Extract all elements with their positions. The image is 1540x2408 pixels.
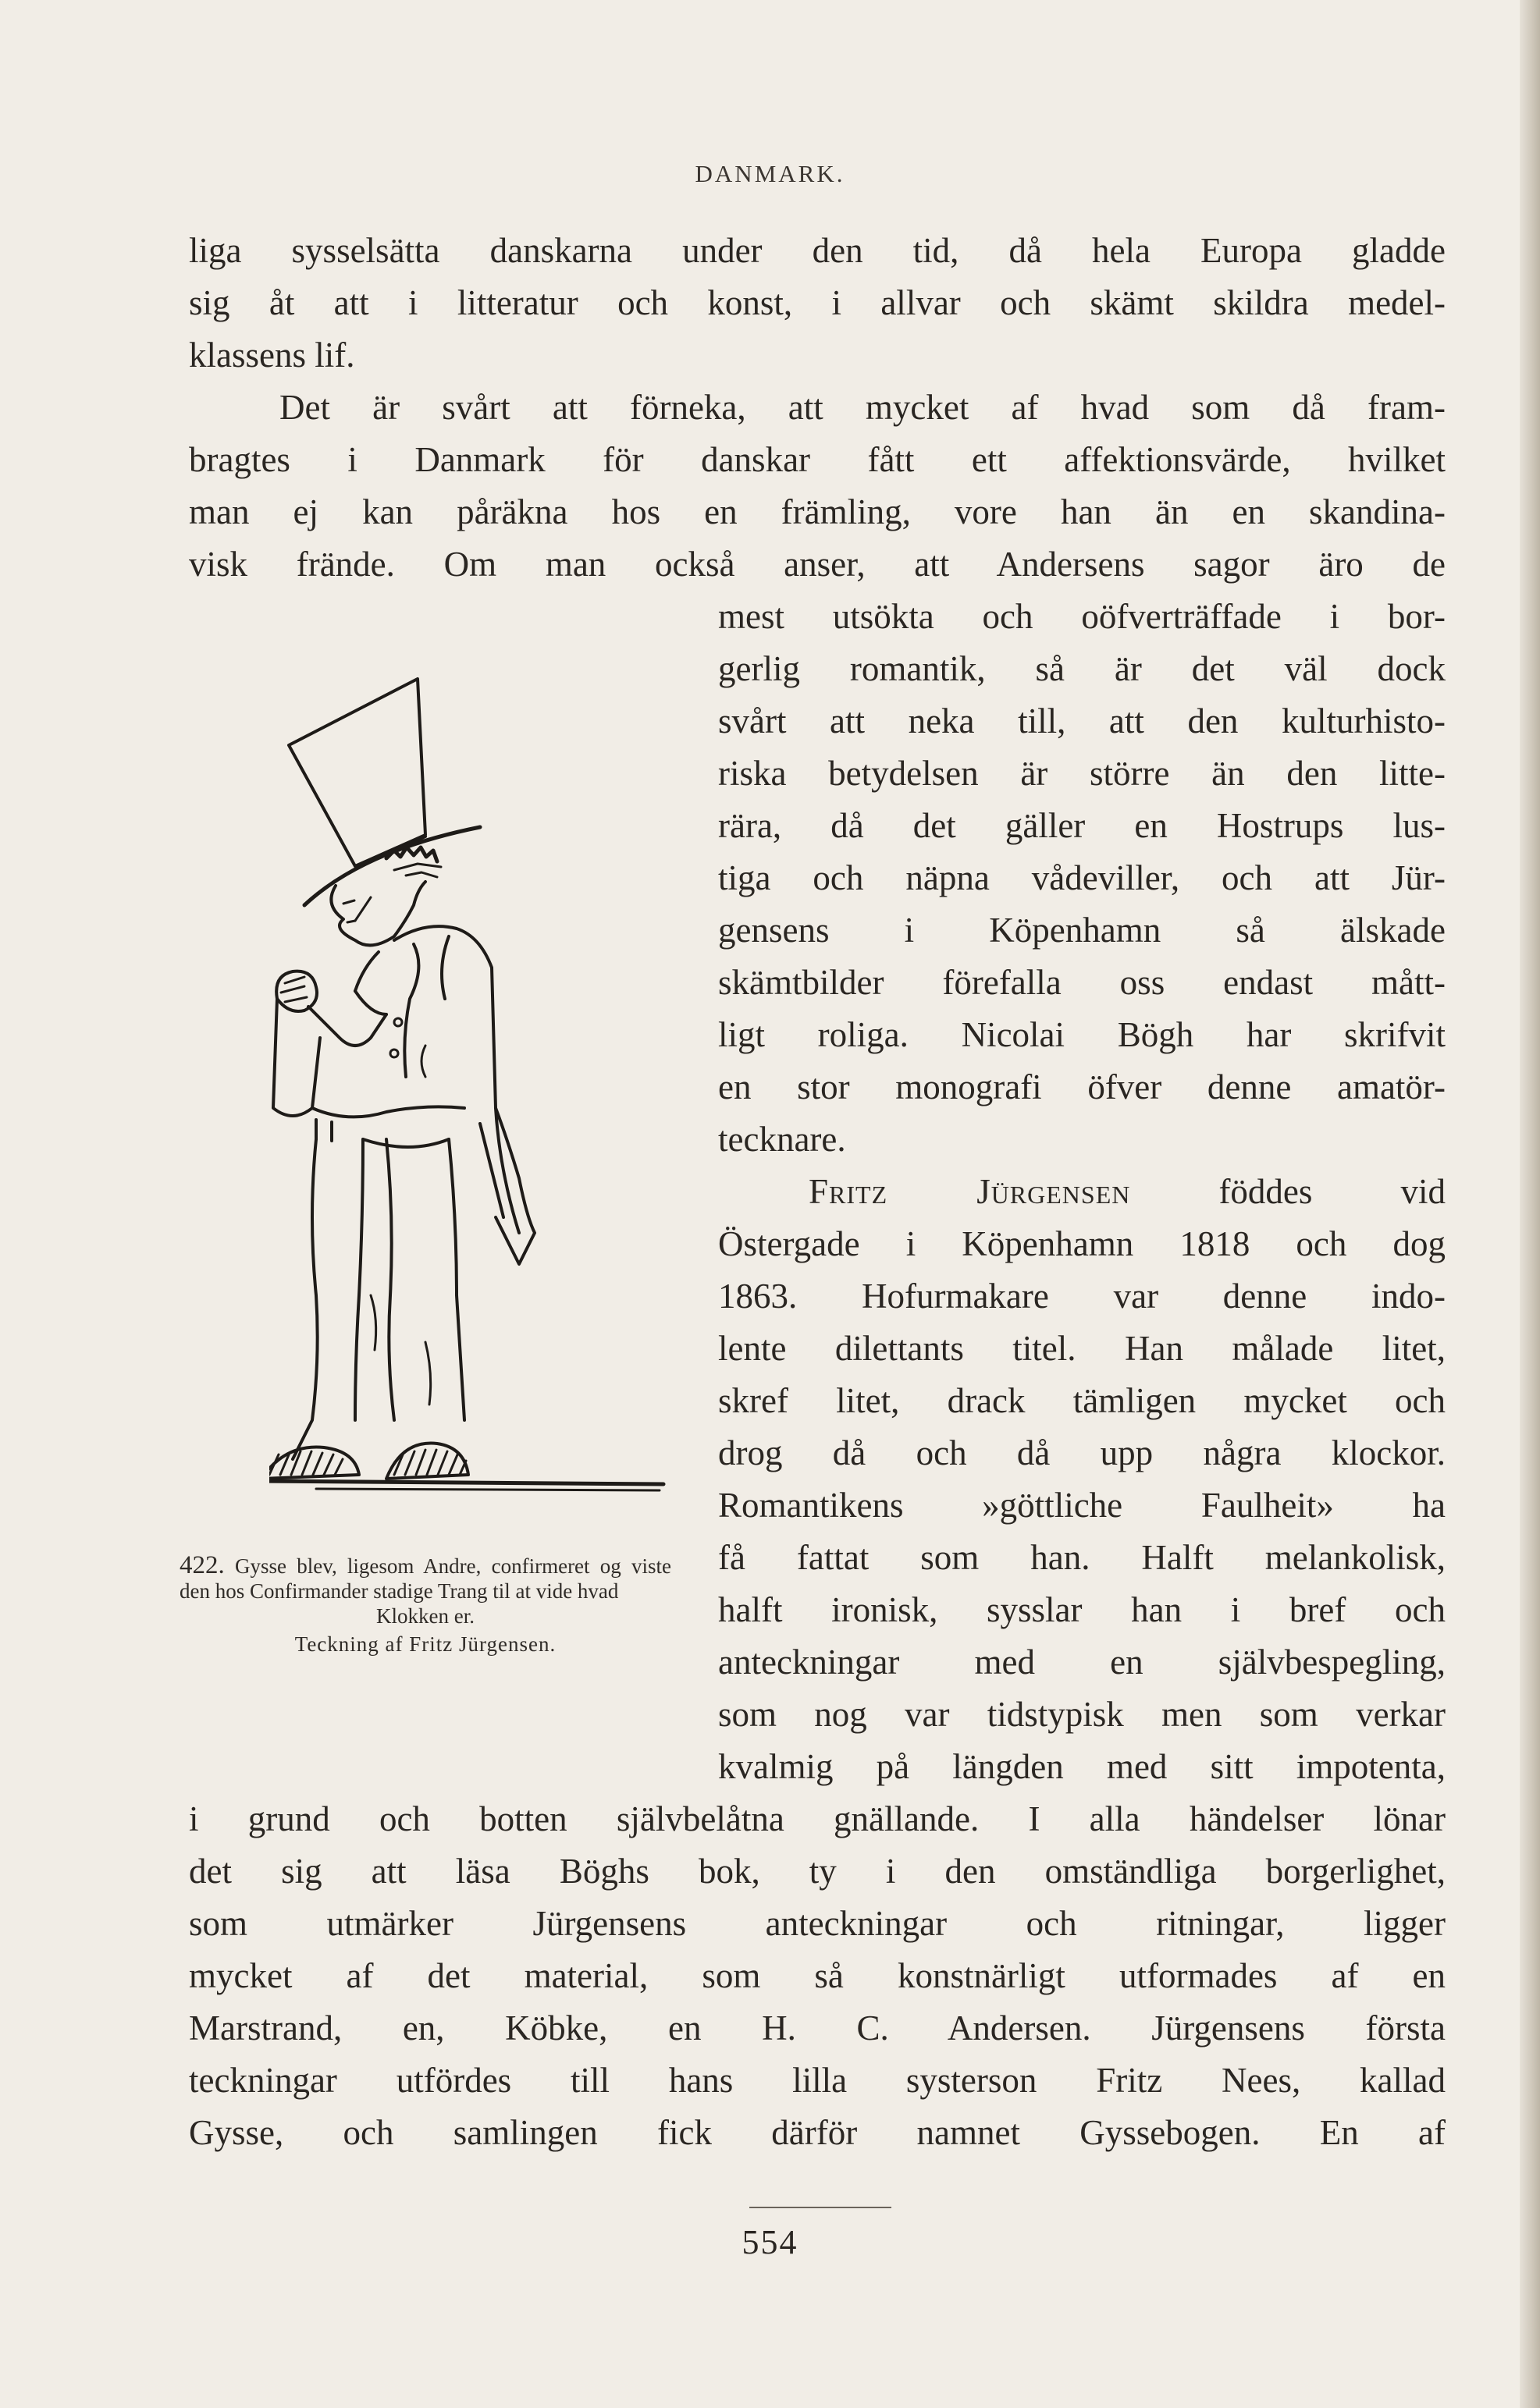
text-line: man ej kan påräkna hos en främling, vore han än en skandina- bbox=[189, 492, 1446, 531]
second-paragraph bbox=[189, 382, 1446, 591]
text-line: skref litet, drack tämligen mycket och bbox=[718, 1381, 1446, 1420]
figure-caption bbox=[180, 1553, 671, 1657]
text-line: rära, då det gäller en Hostrups lus- bbox=[718, 806, 1446, 845]
text-line: Gysse, och samlingen fick därför namnet Gyssebogen. En af bbox=[189, 2113, 1446, 2152]
text-line: en stor monografi öfver denne amatör- bbox=[718, 1067, 1446, 1106]
text-line: Östergade i Köpenhamn 1818 och dog bbox=[718, 1224, 1446, 1263]
text-line: som utmärker Jürgensens anteckningar och ritningar, ligger bbox=[189, 1904, 1446, 1943]
text-line: tiga och näpna vådeviller, och att Jür- bbox=[718, 858, 1446, 897]
caption-text-end: Klokken er. bbox=[376, 1604, 475, 1628]
text-line: anteckningar med en självbespegling, bbox=[718, 1643, 1446, 1682]
right-column-a bbox=[718, 591, 1446, 1793]
text-line: lente dilettants titel. Han målade litet, bbox=[718, 1329, 1446, 1368]
text-line: skämtbilder förefalla oss endast mått- bbox=[718, 963, 1446, 1002]
text-line: mycket af det material, som så konstnärligt utformades af en bbox=[189, 1956, 1446, 1995]
caption-text: Gysse blev, ligesom Andre, confirmeret og viste den hos Confirmander stadige Trang til at vide hvad bbox=[180, 1554, 671, 1603]
text-line: tecknare. bbox=[718, 1120, 846, 1159]
text-line: teckningar utfördes till hans lilla systerson Fritz Nees, kallad bbox=[189, 2061, 1446, 2100]
text-line: kvalmig på längden med sitt impotenta, bbox=[718, 1747, 1446, 1786]
text-line: som nog var tidstypisk men som verkar bbox=[718, 1695, 1446, 1734]
running-head: DANMARK. bbox=[695, 160, 845, 187]
text-line: drog då och då upp några klockor. bbox=[718, 1433, 1446, 1472]
text-line: riska betydelsen är större än den litte- bbox=[718, 754, 1446, 793]
page-number: 554 bbox=[742, 2223, 798, 2261]
text-line: Det är svårt att förneka, att mycket af hvad som då fram- bbox=[279, 388, 1446, 427]
text-line: liga sysselsätta danskarna under den tid, då hela Europa gladde bbox=[189, 231, 1446, 270]
text-line: sig åt att i litteratur och konst, i allvar och skämt skildra medel- bbox=[189, 283, 1446, 322]
text-line: det sig att läsa Böghs bok, ty i den omständliga borgerlighet, bbox=[189, 1852, 1446, 1891]
text-line bbox=[718, 1166, 1446, 1218]
text-line: mest utsökta och oöfverträffade i bor- bbox=[718, 597, 1446, 636]
intro-paragraph bbox=[189, 225, 1446, 382]
caption-credit: Teckning af Fritz Jürgensen. bbox=[294, 1632, 557, 1656]
text-line: Marstrand, en, Köbke, en H. C. Andersen. Jürgensens första bbox=[189, 2008, 1446, 2048]
figure-number: 422. bbox=[180, 1551, 225, 1579]
text-line: gerlig romantik, så är det väl dock bbox=[718, 649, 1446, 688]
figure-illustration bbox=[269, 671, 691, 1529]
text-line: halft ironisk, sysslar han i bref och bbox=[718, 1590, 1446, 1629]
text-fragment: föddes vid bbox=[1130, 1172, 1446, 1211]
bottom-paragraph bbox=[189, 1793, 1446, 2159]
text-line: ligt roliga. Nicolai Bögh har skrifvit bbox=[718, 1015, 1446, 1054]
text-line: i grund och botten självbelåtna gnällande. I alla händelser lönar bbox=[189, 1799, 1446, 1838]
text-line: bragtes i Danmark för danskar fått ett affektionsvärde, hvilket bbox=[189, 440, 1446, 479]
text-line: gensens i Köpenhamn så älskade bbox=[718, 911, 1446, 950]
text-line: klassens lif. bbox=[189, 336, 355, 375]
page-edge bbox=[1520, 0, 1540, 2408]
footer-rule bbox=[749, 2207, 891, 2208]
person-name: Fritz Jürgensen bbox=[809, 1172, 1131, 1211]
text-line: Romantikens »göttliche Faulheit» ha bbox=[718, 1486, 1446, 1525]
text-line: 1863. Hofurmakare var denne indo- bbox=[718, 1277, 1446, 1316]
text-line: svårt att neka till, att den kulturhisto- bbox=[718, 701, 1446, 741]
text-line: få fattat som han. Halft melankolisk, bbox=[718, 1538, 1446, 1577]
text-line: visk frände. Om man också anser, att Andersens sagor äro de bbox=[189, 545, 1446, 584]
